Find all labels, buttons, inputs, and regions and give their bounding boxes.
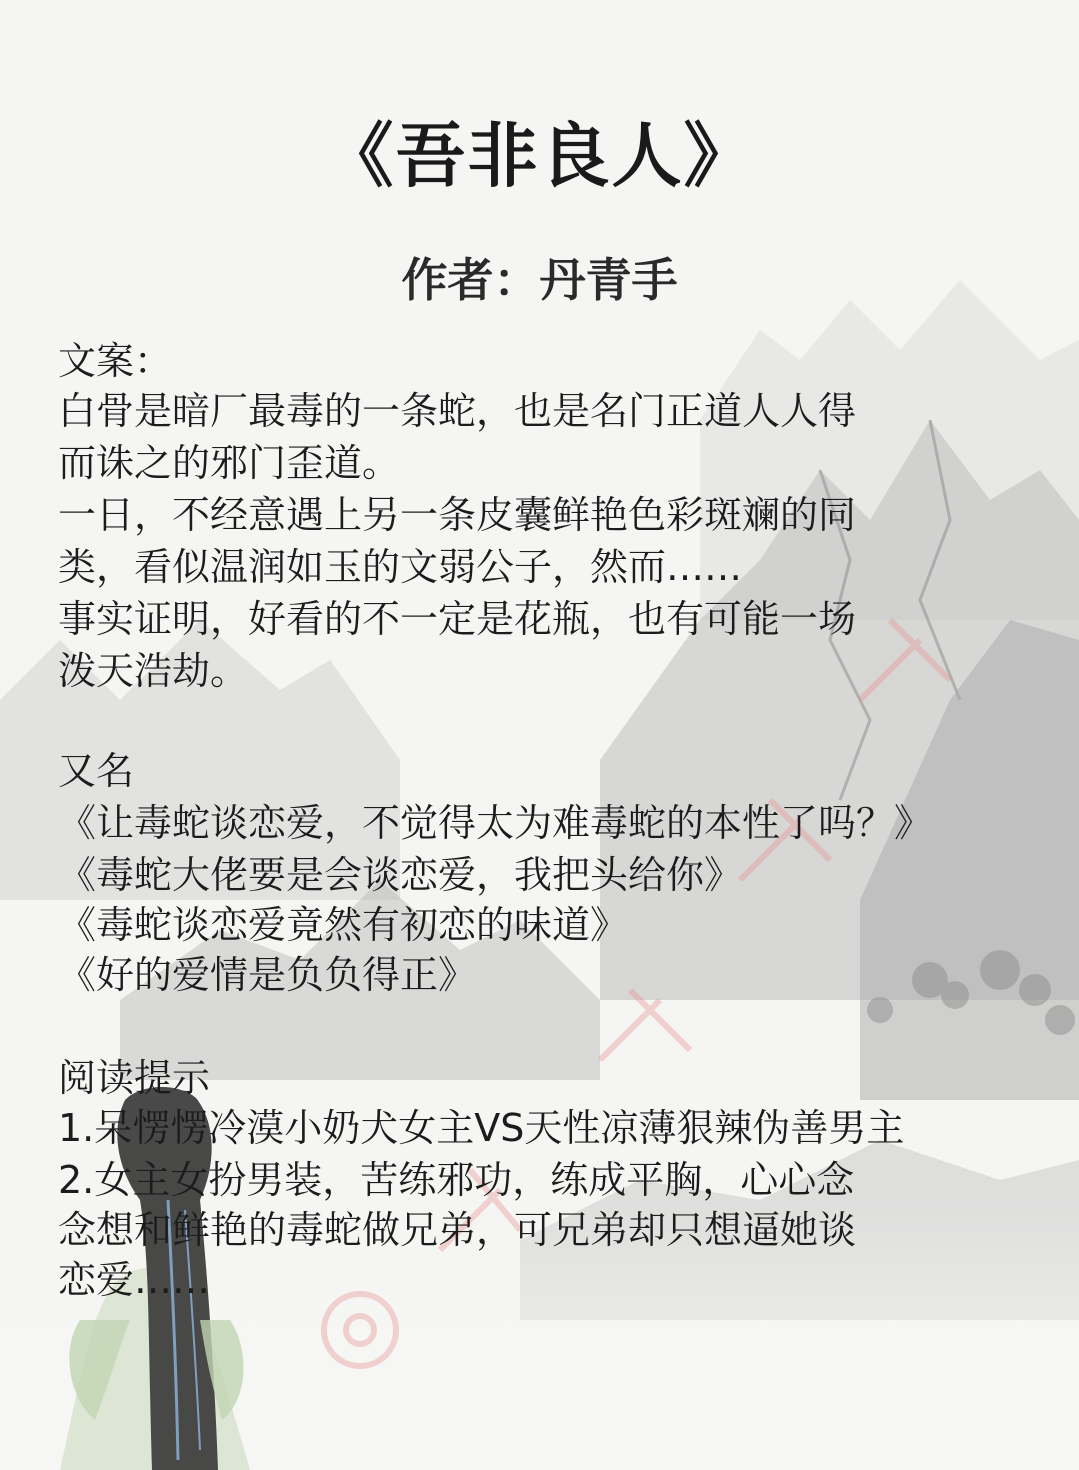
synopsis-line: 而诛之的邪门歪道。 — [58, 441, 401, 485]
synopsis-line: 泼天浩劫。 — [58, 649, 249, 693]
book-title: 《吾非良人》 — [323, 114, 756, 197]
reading-tip-line: 2.女主女扮男装，苦练邪功，练成平胸，心心念 — [58, 1158, 855, 1202]
reading-tip-line: 念想和鲜艳的毒蛇做兄弟，可兄弟却只想逼她谈 — [58, 1208, 857, 1252]
synopsis-line: 事实证明，好看的不一定是花瓶，也有可能一场 — [58, 597, 857, 641]
reading-tip-line: 1.呆愣愣冷漠小奶犬女主VS天性凉薄狠辣伪善男主 — [58, 1106, 905, 1150]
alt-name-item: 《让毒蛇谈恋爱，不觉得太为难毒蛇的本性了吗？》 — [58, 801, 933, 845]
alt-name-item: 《毒蛇谈恋爱竟然有初恋的味道》 — [58, 903, 629, 947]
book-author: 作者：丹青手 — [401, 253, 678, 307]
synopsis-line: 类，看似温润如玉的文弱公子，然而…… — [58, 545, 743, 589]
synopsis-line: 一日，不经意遇上另一条皮囊鲜艳色彩斑斓的同 — [58, 493, 857, 537]
reading-tip-line: 恋爱…… — [58, 1258, 211, 1302]
alt-name-item: 《好的爱情是负负得正》 — [58, 953, 477, 997]
alt-name-item: 《毒蛇大佬要是会谈恋爱，我把头给你》 — [58, 853, 743, 897]
synopsis-line: 白骨是暗厂最毒的一条蛇，也是名门正道人人得 — [58, 389, 857, 433]
reading-tips-heading: 阅读提示 — [58, 1056, 211, 1100]
synopsis-heading: 文案： — [58, 339, 173, 383]
alt-names-heading: 又名 — [58, 749, 135, 793]
